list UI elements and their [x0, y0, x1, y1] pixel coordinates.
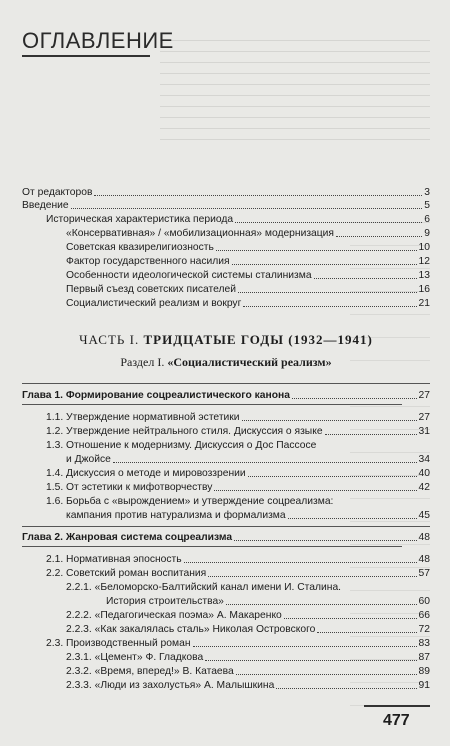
section-prefix: Раздел I. — [120, 355, 165, 369]
toc-subentry[interactable] — [46, 213, 430, 226]
toc-entry-title: Историческая характеристика периода — [46, 214, 234, 225]
toc-entry-page: 3 — [424, 187, 430, 198]
toc-entry-page: 89 — [418, 666, 430, 677]
toc-subentry[interactable] — [66, 623, 430, 636]
toc-entry-page: 66 — [418, 610, 430, 621]
toc-entry-page: 31 — [418, 426, 430, 437]
chapter-divider — [22, 383, 430, 384]
toc-entry-title: 2.3.1. «Цемент» Ф. Гладкова — [66, 652, 204, 663]
toc-subentry[interactable] — [46, 411, 430, 424]
toc-entry-title[interactable]: 1.3. Отношение к модернизму. Дискуссия о Дос Пассосе — [46, 440, 317, 451]
toc-entry-title: 2.2.2. «Педагогическая поэма» А. Макаренко — [66, 610, 282, 621]
toc-entry-page: 42 — [418, 482, 430, 493]
toc-entry-page: 91 — [418, 680, 430, 691]
toc-entry-page: 12 — [418, 256, 430, 267]
header-rule — [22, 55, 150, 57]
section-title: «Социалистический реализм» — [167, 355, 332, 369]
chapter-underline — [22, 404, 402, 405]
toc-subentry[interactable] — [66, 227, 430, 240]
toc-entry-title: 1.5. От эстетики к мифотворчеству — [46, 482, 213, 493]
toc-entry-page: 10 — [418, 242, 430, 253]
toc-entry-page: 13 — [418, 270, 430, 281]
toc-entry-title: 1.2. Утверждение нейтрального стиля. Дискуссия о языке — [46, 426, 323, 437]
section-heading — [22, 356, 430, 369]
toc-subentry-continued[interactable] — [66, 509, 430, 522]
toc-entry-page: 6 — [424, 214, 430, 225]
chapter-page: 48 — [418, 532, 430, 543]
toc-subentry[interactable] — [66, 241, 430, 254]
toc-subentry[interactable] — [66, 255, 430, 268]
toc-subentry[interactable] — [46, 481, 430, 494]
toc-entry-page: 40 — [418, 468, 430, 479]
toc-entry-title[interactable]: 2.2.1. «Беломорско-Балтийский канал имени И. Сталина. — [66, 582, 342, 593]
toc-entry-title[interactable]: 1.6. Борьба с «вырождением» и утверждение соцреализма: — [46, 496, 334, 507]
toc-subentry[interactable] — [66, 665, 430, 678]
chapter-title: Глава 1. Формирование соцреалистического канона — [22, 390, 290, 401]
toc-entry-title: Особенности идеологической системы сталинизма — [66, 270, 312, 281]
toc-subentry[interactable] — [66, 283, 430, 296]
toc-subentry[interactable] — [46, 567, 430, 580]
toc-entry-page: 87 — [418, 652, 430, 663]
toc-entry-page: 57 — [418, 568, 430, 579]
toc-entry-page: 45 — [418, 510, 430, 521]
toc-subentry-continued[interactable] — [106, 595, 430, 608]
toc-entry-title: Первый съезд советских писателей — [66, 284, 236, 295]
toc-entry-page: 34 — [418, 454, 430, 465]
toc-subentry[interactable] — [46, 467, 430, 480]
page-header — [22, 28, 432, 54]
toc-subentry[interactable] — [66, 269, 430, 282]
page-number: 477 — [383, 712, 410, 729]
toc-entry-page: 60 — [418, 596, 430, 607]
toc-subentry[interactable] — [66, 651, 430, 664]
toc-entry-title: 2.1. Нормативная эпосность — [46, 554, 182, 565]
chapter-divider — [22, 526, 430, 527]
toc-entry-title: Социалистический реализм и вокруг — [66, 298, 242, 309]
toc-entry-page: 72 — [418, 624, 430, 635]
toc-entry-title: Советская квазирелигиозность — [66, 242, 214, 253]
toc-entry-page: 27 — [418, 412, 430, 423]
toc-entry-page: 21 — [418, 298, 430, 309]
toc-entry-editors[interactable] — [22, 186, 430, 199]
part-heading — [22, 333, 430, 346]
toc-entry-title: От редакторов — [22, 187, 93, 198]
toc-entry-page: 83 — [418, 638, 430, 649]
part-title: ТРИДЦАТЫЕ ГОДЫ (1932—1941) — [143, 332, 373, 347]
toc-subentry[interactable] — [66, 297, 430, 310]
toc-entry-title: Фактор государственного насилия — [66, 256, 230, 267]
toc-entry-page: 5 — [424, 200, 430, 211]
toc-entry-title: «Консервативная» / «мобилизационная» модернизация — [66, 228, 335, 239]
toc-subentry[interactable] — [46, 553, 430, 566]
toc-entry-title: Введение — [22, 200, 69, 211]
chapter-title: Глава 2. Жанровая система соцреализма — [22, 532, 233, 543]
toc-entry-page: 48 — [418, 554, 430, 565]
toc-entry-introduction[interactable] — [22, 199, 430, 212]
page-number-rule — [364, 705, 430, 707]
page-title: ОГЛАВЛЕНИЕ — [22, 28, 174, 53]
toc-entry-title-cont: История строительства» — [106, 596, 224, 607]
toc-entry-title: 2.2. Советский роман воспитания — [46, 568, 207, 579]
toc-entry-title: 2.3.3. «Люди из захолустья» А. Малышкина — [66, 680, 275, 691]
toc-entry-title-cont: и Джойсе — [66, 454, 111, 465]
chapter-underline — [22, 546, 402, 547]
toc-entry-title: 1.4. Дискуссия о методе и мировоззрении — [46, 468, 246, 479]
toc-chapter-2[interactable] — [22, 531, 430, 544]
toc-entry-title: 2.3. Производственный роман — [46, 638, 191, 649]
toc-subentry[interactable] — [66, 609, 430, 622]
toc-subentry[interactable] — [66, 679, 430, 692]
part-prefix: ЧАСТЬ I. — [79, 332, 140, 347]
chapter-page: 27 — [418, 390, 430, 401]
toc-entry-title: 2.3.2. «Время, вперед!» В. Катаева — [66, 666, 234, 677]
toc-entry-title-cont: кампания против натурализма и формализма — [66, 510, 286, 521]
toc-chapter-1[interactable] — [22, 389, 430, 402]
toc-subentry[interactable] — [46, 425, 430, 438]
toc-entry-page: 9 — [424, 228, 430, 239]
toc-entry-title: 2.2.3. «Как закалялась сталь» Николая Островского — [66, 624, 316, 635]
toc-entry-page: 16 — [418, 284, 430, 295]
toc-subentry[interactable] — [46, 637, 430, 650]
toc-entry-title: 1.1. Утверждение нормативной эстетики — [46, 412, 240, 423]
toc-subentry-continued[interactable] — [66, 453, 430, 466]
